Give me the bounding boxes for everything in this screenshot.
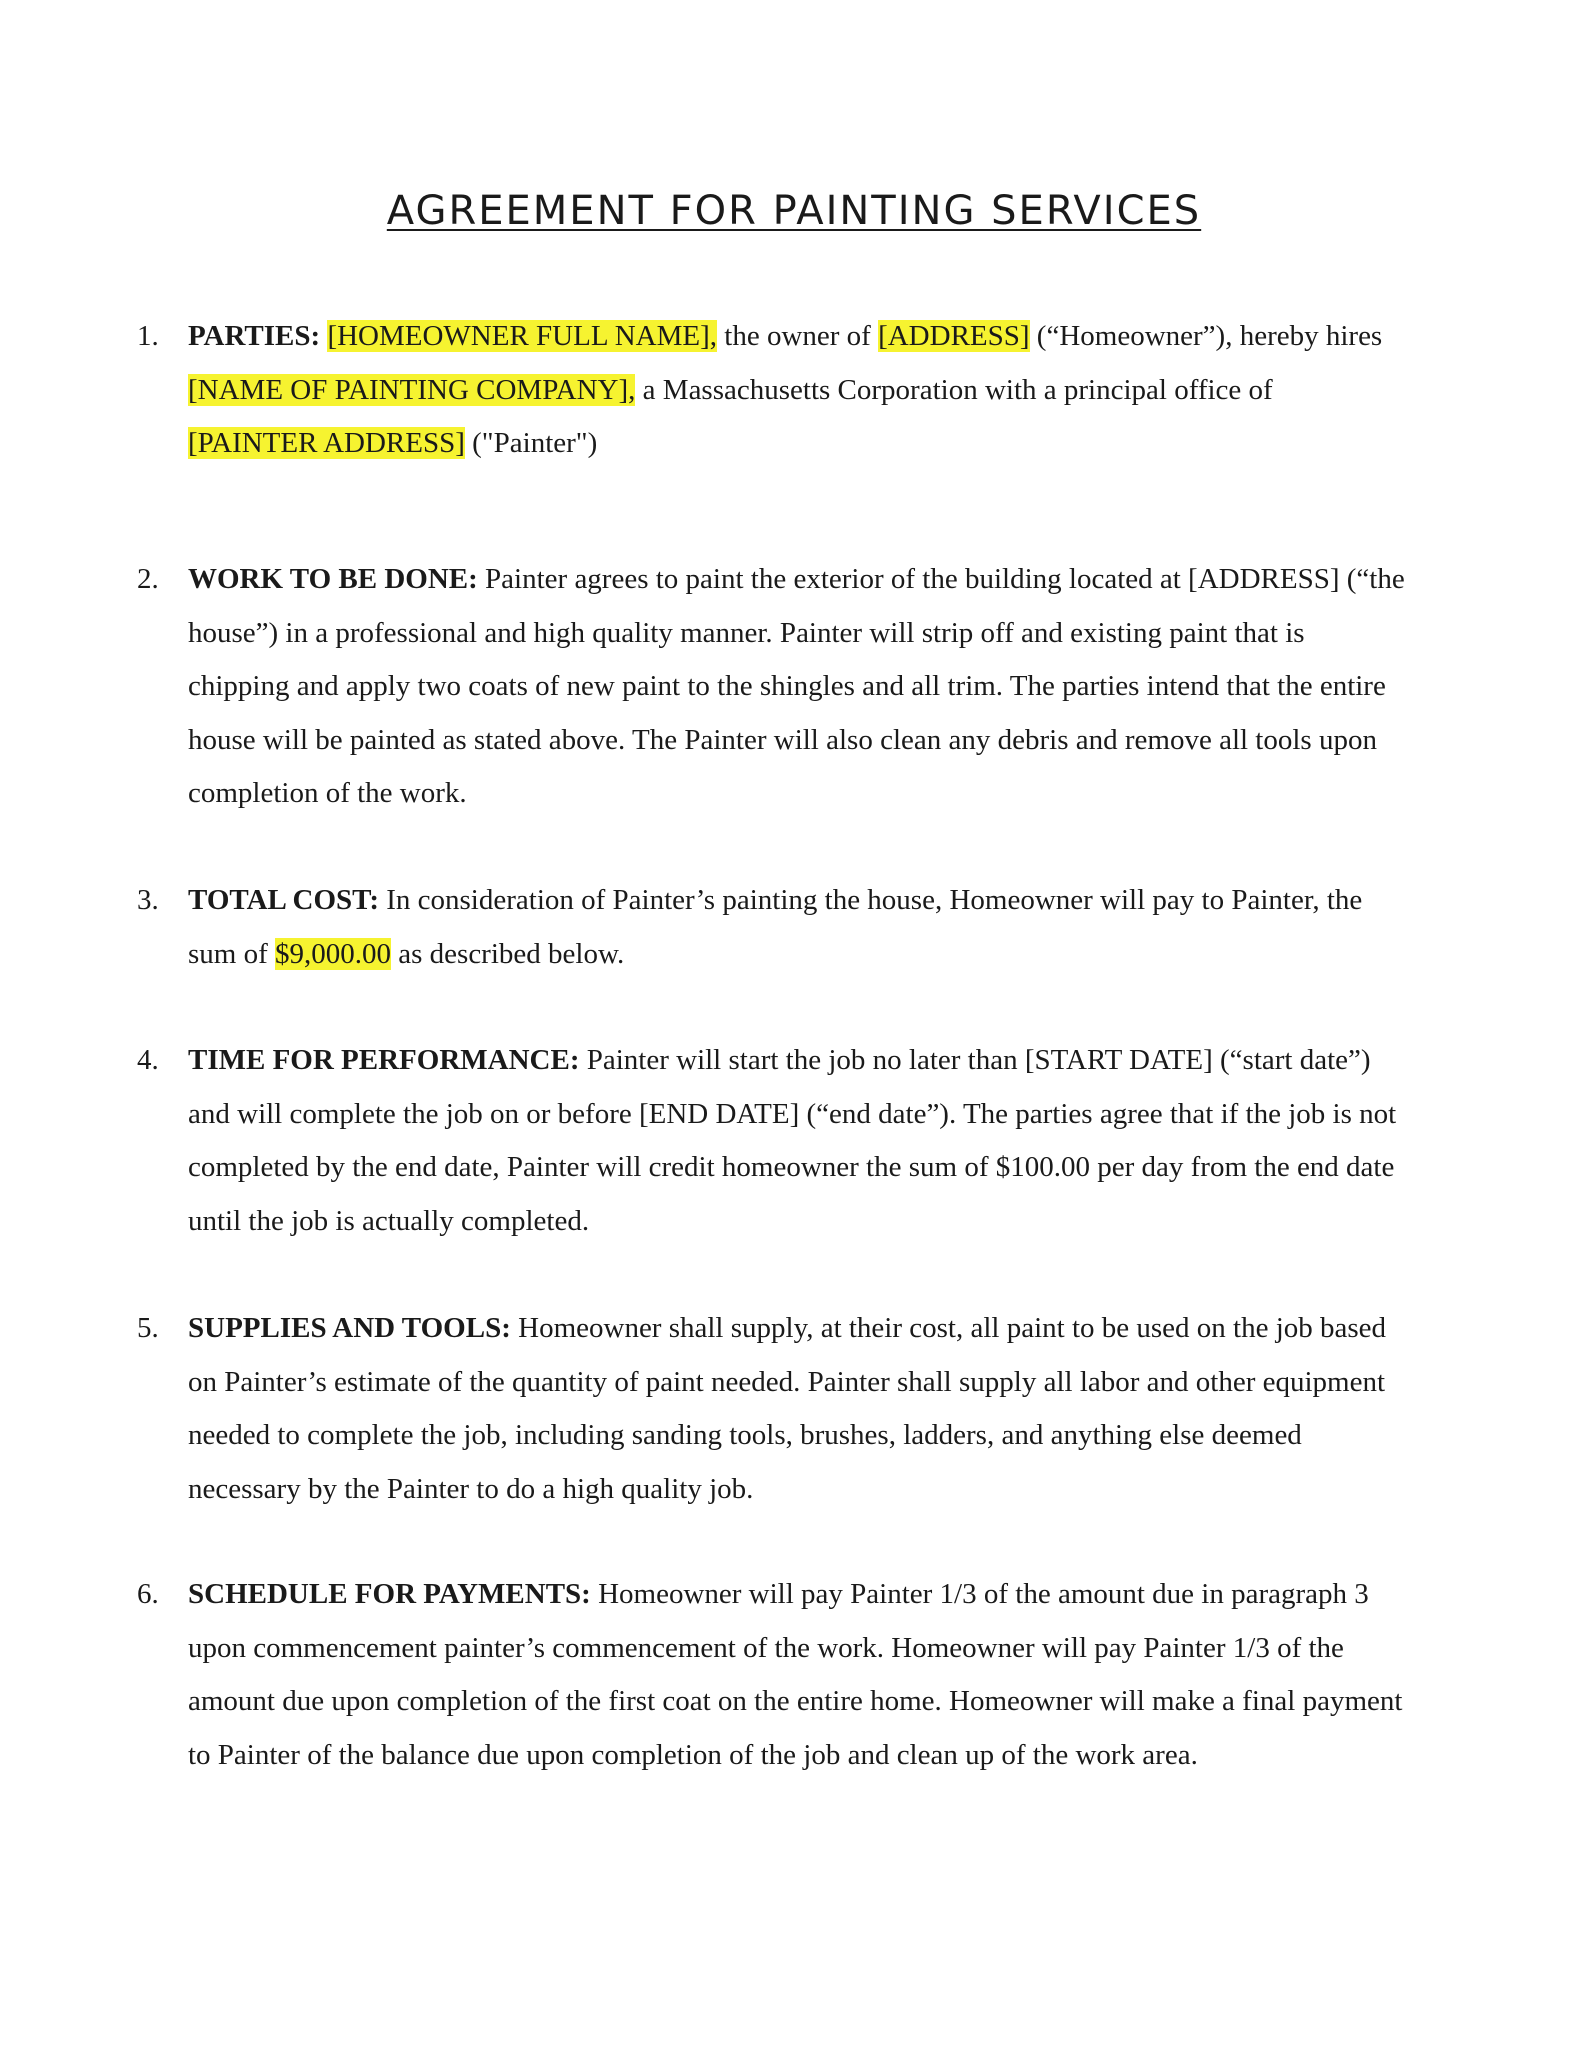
section-text: Painter will start the job no later than [START DATE] (“start date”) and will complete the job on or before [END DATE] (“end date”). The parties agree that if the job is not completed by the end date, Painter will credit homeowner the sum of $100.00 per day from the end date until the job is actually completed. — [188, 1044, 1397, 1237]
section-body — [188, 1302, 1407, 1516]
section-total-cost — [137, 874, 1407, 981]
section-heading: TIME FOR PERFORMANCE: — [188, 1044, 580, 1076]
section-number: 6. — [137, 1578, 159, 1610]
section-number: 4. — [137, 1044, 159, 1076]
section-text: Homeowner shall supply, at their cost, all paint to be used on the job based on Painter’s estimate of the quantity of paint needed. Painter shall supply all labor and other equipment needed to complete the job, including sanding tools, brushes, ladders, and anything else deemed necessary by the Painter to do a high quality job. — [188, 1312, 1387, 1505]
section-number: 5. — [137, 1312, 159, 1344]
section-number: 3. — [137, 884, 159, 916]
section-text: Painter agrees to paint the exterior of the building located at [ADDRESS] (“the house”) in a professional and high quality manner. Painter will strip off and existing paint that is chipping and apply two coats of new paint to the shingles and all trim. The parties intend that the entire house will be painted as stated above. The Painter will also clean any debris and remove all tools upon completion of the work. — [188, 563, 1405, 809]
section-schedule-for-payments — [137, 1568, 1407, 1782]
section-supplies-and-tools — [137, 1302, 1407, 1516]
section-work-to-be-done — [137, 553, 1407, 821]
section-text: (“Homeowner”), hereby hires — [1029, 320, 1383, 352]
section-body — [188, 310, 1407, 471]
total-amount: $9,000.00 — [275, 937, 391, 970]
section-text: Homeowner will pay Painter 1/3 of the amount due in paragraph 3 upon commencement painter’s commencement of the work. Homeowner will pay Painter 1/3 of the amount due upon completion of the first coat on the entire home. Homeowner will make a final payment to Painter of the balance due upon completion of the job and clean up of the work area. — [188, 1578, 1403, 1771]
section-heading: SUPPLIES AND TOOLS: — [188, 1312, 511, 1344]
section-heading: PARTIES: — [188, 320, 321, 352]
document-title — [0, 188, 1588, 234]
section-body — [188, 553, 1407, 821]
section-text: the owner of — [717, 320, 879, 352]
section-heading: WORK TO BE DONE: — [188, 563, 478, 595]
section-number: 1. — [137, 320, 159, 352]
section-number: 2. — [137, 563, 159, 595]
document-title-text: AGREEMENT FOR PAINTING SERVICES — [386, 188, 1202, 234]
section-text: In consideration of Painter’s painting the house, Homeowner will pay to Painter, the sum of — [188, 884, 1363, 970]
section-heading: TOTAL COST: — [188, 884, 379, 916]
section-parties — [137, 310, 1407, 471]
section-body — [188, 874, 1407, 981]
homeowner-name-placeholder: [HOMEOWNER FULL NAME], — [327, 320, 718, 352]
section-text: as described below. — [391, 937, 625, 970]
section-time-for-performance — [137, 1034, 1407, 1248]
section-body — [188, 1568, 1407, 1782]
section-heading: SCHEDULE FOR PAYMENTS: — [188, 1578, 591, 1610]
section-text: ("Painter") — [464, 427, 598, 459]
address-placeholder: [ADDRESS] — [878, 320, 1030, 352]
painter-address-placeholder: [PAINTER ADDRESS] — [188, 427, 465, 459]
company-name-placeholder: [NAME OF PAINTING COMPANY], — [188, 373, 636, 406]
section-text: a Massachusetts Corporation with a principal office of — [635, 373, 1273, 406]
section-body — [188, 1034, 1407, 1248]
